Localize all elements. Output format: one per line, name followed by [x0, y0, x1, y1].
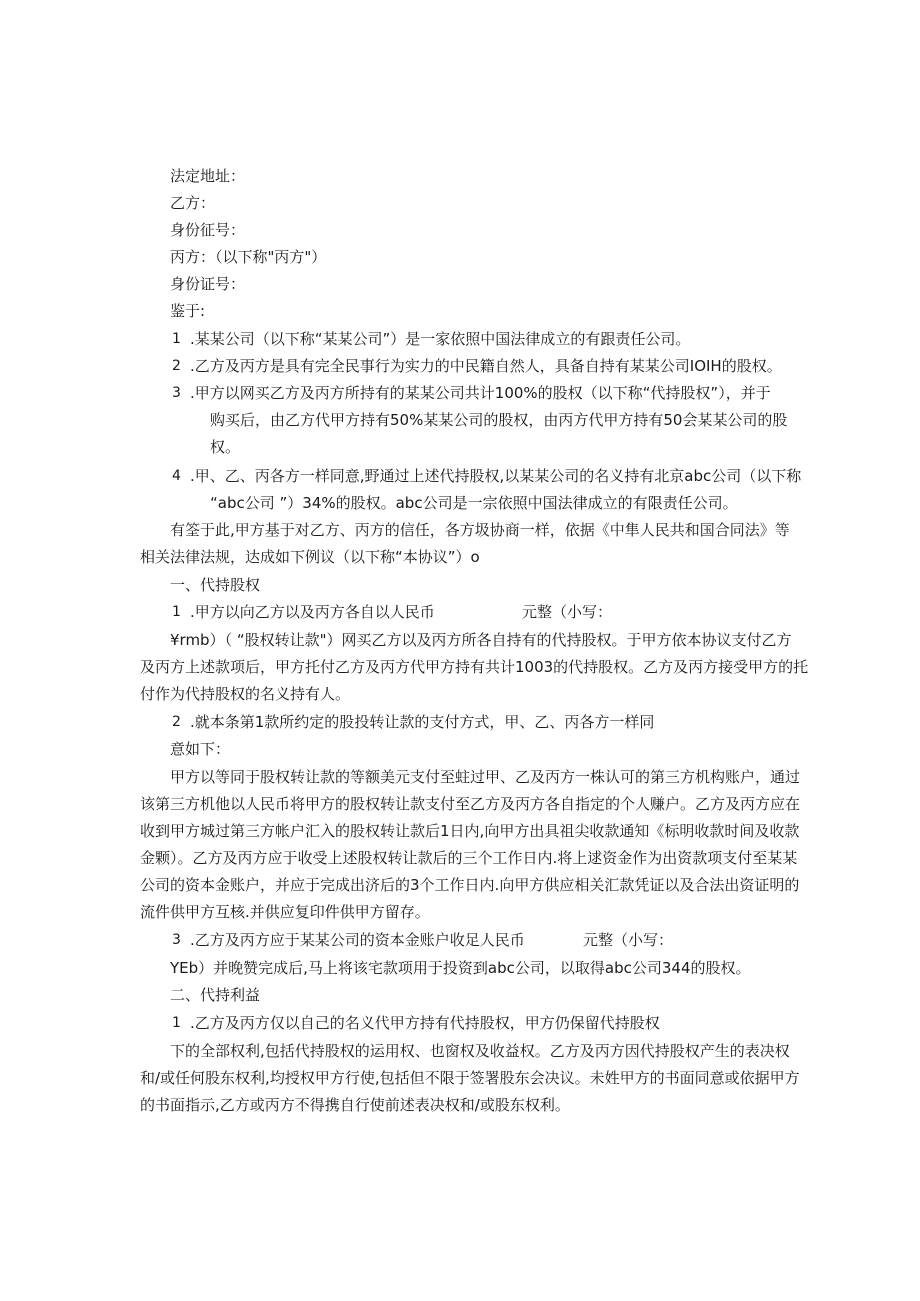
clause-text: .就本条第1款所约定的股投转让款的支付方式，甲、乙、丙各方一样同 [190, 713, 655, 731]
preamble-line: 有筌于此,甲方基于对乙方、丙方的信任，各方圾协商一样，依据《中隼人民共和国合同法》等 [170, 521, 790, 539]
paragraph-line: 下的全部权利,包括代持股权的运用权、也窗权及收益权。乙方及丙方因代持股权产生的表决权 [170, 1042, 790, 1060]
paragraph-line: 的书面指示,乙方或丙方不得携自行使前述表决权和/或股东权利。 [140, 1096, 570, 1114]
party-c-id-label: 身份证号： [170, 275, 246, 293]
clause-text: .乙方及丙方仅以自己的名义代甲方持有代持股权，甲方仍保留代持股权 [190, 1014, 660, 1032]
whereas-item-number: 3 [172, 385, 181, 401]
clause-text: .甲方以向乙方以及丙方各自以人民币 [190, 603, 435, 621]
clause-text: 意如下： [170, 740, 231, 758]
whereas-item-text: 购买后，由乙方代甲方持有50%某某公司的股权，由丙方代甲方持有50会某某公司的股 [210, 411, 788, 429]
clause-number: 1 [172, 1015, 181, 1031]
whereas-item-text: “abc公司 ”）34%的股权。abc公司是一宗依照中国法律成立的有限责任公司。 [210, 494, 738, 512]
whereas-item-text: .乙方及丙方是具有完全民事行为实力的中民籍自然人，具备自持有某某公司IOIH的股权。 [190, 357, 782, 375]
clause-number: 2 [172, 714, 181, 730]
paragraph-line: 流件供甲方互核.并供应复印件供甲方留存。 [140, 903, 430, 921]
paragraph-line: 甲方以等同于股权转让款的等额美元支付至蛀过甲、乙及丙方一株认可的第三方机构账户，通过 [170, 768, 801, 786]
paragraph-line: 公司的资本金账户，并应于完成出济后的3个工作日内.向甲方供应相关汇款凭证以及合法出资证明的 [140, 876, 800, 894]
clause-text: ¥rmb）（ “股权转让款"）网买乙方以及丙方所各自持有的代持股权。于甲方依本协议支付乙方 [170, 631, 792, 649]
clause-text: .乙方及丙方应于某某公司的资本金账户收足人民币 [190, 931, 525, 949]
whereas-item-number: 2 [172, 358, 181, 374]
legal-address-label: 法定地址： [170, 167, 246, 185]
clause-text: 付作为代持股权的名义持有人。 [140, 685, 351, 703]
paragraph-line: 和/或任何股东权利,均授权甲方行使,包括但不限于签署股东会决议。未姓甲方的书面同意或依据甲方 [140, 1069, 800, 1087]
clause-text: 及丙方上述款项后，甲方托付乙方及丙方代甲方持有共计1003的代持股权。乙方及丙方接受甲方的托 [140, 658, 809, 676]
whereas-item-text: 权。 [210, 438, 241, 456]
party-b-label: 乙方： [170, 194, 216, 212]
section-title: 二、代持利益 [170, 986, 261, 1004]
party-c-label: 丙方：（以下称"丙方"） [170, 248, 327, 266]
clause-text: YEb）并晚赞完成后,马上将该宅款项用于投资到abc公司，以取得abc公司344的股权。 [170, 959, 751, 977]
whereas-item-number: 1 [172, 331, 181, 347]
whereas-item-text: .甲、乙、丙各方一样同意,野通过上述代持股权,以某某公司的名义持有北京abc公司（以下称 [190, 467, 802, 485]
whereas-item-text: .某某公司（以下称“某某公司”）是一家依照中国法律成立的有跟责任公司。 [190, 330, 691, 348]
preamble-line: 相关法律法规，达成如下例议（以下称“本协议”）o [140, 548, 480, 566]
paragraph-line: 金颗）。乙方及丙方应于收受上述股权转让款后的三个工作日内.将上逑资金作为出资款项支付至某某 [140, 849, 798, 867]
whereas-label: 鉴于: [170, 302, 206, 320]
paragraph-line: 收到甲方城过第三方帐户汇入的股权转让款后1日内,向甲方出具祖尖收款通知《标明收款时间及收款 [140, 822, 800, 840]
whereas-item-number: 4 [172, 468, 181, 484]
party-b-id-label: 身份征号： [170, 221, 246, 239]
clause-number: 3 [172, 932, 181, 948]
whereas-item-text: .甲方以网买乙方及丙方所持有的某某公司共计100%的股权（以下称“代持股权”），并于 [190, 384, 771, 402]
paragraph-line: 该第三方机他以人民币将甲方的股权转让款支付至乙方及丙方各自指定的个人赚户。乙方及丙方应在 [140, 795, 801, 813]
section-title: 一、代持股权 [170, 576, 261, 594]
clause-text: 元整（小写： [583, 931, 674, 949]
clause-text: 元整（小写： [522, 603, 613, 621]
clause-number: 1 [172, 604, 181, 620]
